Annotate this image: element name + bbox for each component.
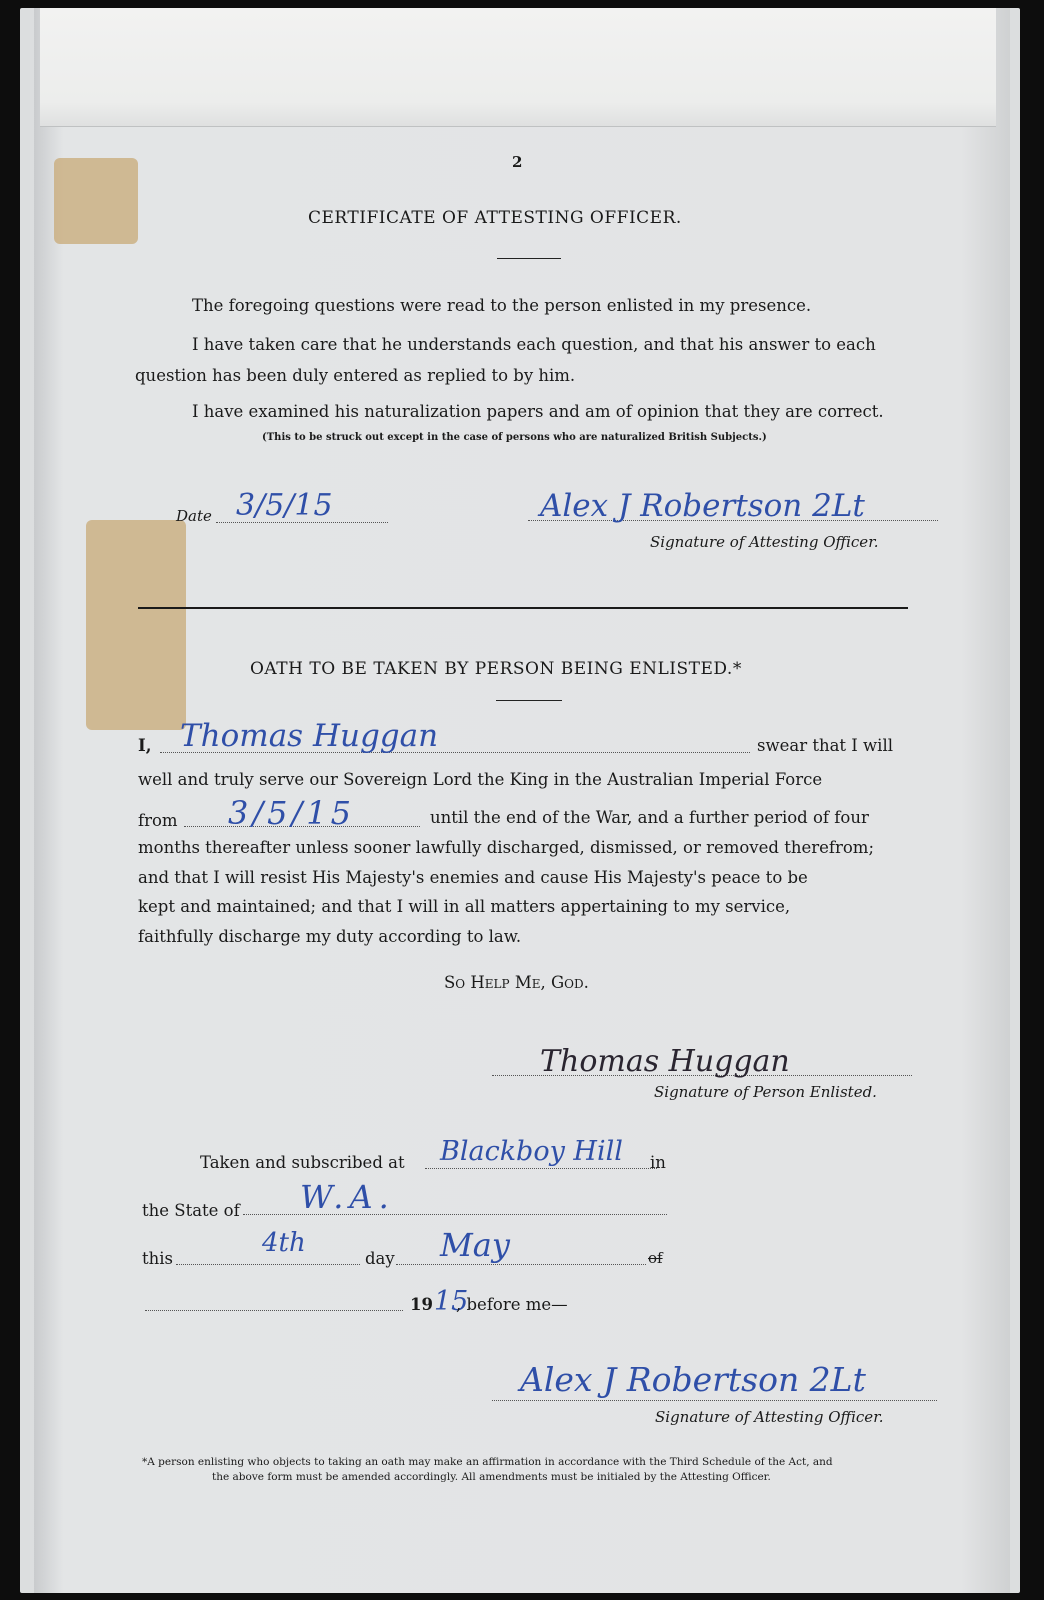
year-lead-line	[145, 1310, 403, 1311]
certificate-line: question has been duly entered as replied to by him.	[135, 366, 576, 385]
month-value: May	[440, 1226, 510, 1264]
subscribed-label: Taken and subscribed at	[200, 1153, 405, 1172]
tape-stain	[54, 158, 138, 244]
oath-text: swear that I will	[757, 736, 894, 755]
officer-signature-2: Alex J Robertson 2Lt	[520, 1360, 866, 1399]
oath-closing: So Help Me, God.	[444, 973, 589, 992]
oath-text: well and truly serve our Sovereign Lord the King in the Australian Imperial Force	[138, 770, 823, 789]
signature-caption-2: Signature of Attesting Officer.	[655, 1408, 884, 1426]
folded-top-flap	[40, 8, 996, 127]
in-label: in	[650, 1153, 666, 1172]
oath-text: from	[138, 811, 178, 830]
title-rule	[496, 700, 562, 701]
footnote-line: the above form must be amended accordingly. All amendments must be initialed by the Attesting Officer.	[212, 1471, 771, 1483]
certificate-line: I have examined his naturalization papers and am of opinion that they are correct.	[192, 402, 884, 421]
oath-text: until the end of the War, and a further period of four	[430, 808, 869, 827]
section-divider	[138, 607, 908, 609]
certificate-title: CERTIFICATE OF ATTESTING OFFICER.	[308, 208, 682, 228]
enlistee-name: Thomas Huggan	[180, 718, 439, 754]
oath-title: OATH TO BE TAKEN BY PERSON BEING ENLISTED.*	[250, 659, 742, 679]
enlistee-signature-caption: Signature of Person Enlisted.	[654, 1083, 877, 1101]
enlistment-place: Blackboy Hill	[440, 1136, 623, 1167]
enlistee-signature: Thomas Huggan	[540, 1044, 790, 1079]
officer-signature: Alex J Robertson 2Lt	[540, 488, 865, 524]
day-value: 4th	[262, 1228, 306, 1258]
date-value: 3/5/15	[236, 488, 333, 523]
date-label: Date	[176, 507, 212, 525]
oath-text: kept and maintained; and that I will in all matters appertaining to my service,	[138, 897, 791, 916]
of-label-struck: of	[648, 1249, 663, 1267]
certificate-line: I have taken care that he understands each question, and that his answer to each	[192, 335, 876, 354]
oath-text: and that I will resist His Majesty's enemies and cause His Majesty's peace to be	[138, 868, 808, 887]
oath-i-label: I,	[138, 736, 152, 755]
page-number: 2	[512, 153, 523, 171]
year-prefix: 19	[410, 1295, 433, 1314]
state-label: the State of	[142, 1201, 240, 1220]
footnote-line: *A person enlisting who objects to taking an oath may make an affirmation in accordance with the Third Schedule of the Act, and	[142, 1456, 833, 1468]
oath-text: faithfully discharge my duty according to law.	[138, 927, 522, 946]
this-label: this	[142, 1249, 174, 1268]
naturalization-note: (This to be struck out except in the case of persons who are naturalized British Subjects.)	[262, 432, 767, 443]
tape-stain	[86, 520, 186, 730]
from-date-value: 3/5/15	[228, 794, 355, 832]
day-line	[176, 1264, 360, 1265]
officer-signature-line-2	[492, 1400, 937, 1401]
month-line	[396, 1264, 646, 1265]
signature-caption: Signature of Attesting Officer.	[650, 533, 879, 551]
title-rule	[497, 258, 561, 259]
document-page	[34, 8, 1010, 1593]
day-label: day	[365, 1249, 395, 1268]
before-me-label: , before me—	[456, 1295, 568, 1314]
state-value: W.A.	[300, 1178, 395, 1216]
certificate-line: The foregoing questions were read to the person enlisted in my presence.	[192, 296, 812, 315]
place-line	[425, 1168, 657, 1169]
oath-text: months thereafter unless sooner lawfully discharged, dismissed, or removed therefrom;	[138, 838, 875, 857]
year-value: 15	[434, 1286, 469, 1317]
